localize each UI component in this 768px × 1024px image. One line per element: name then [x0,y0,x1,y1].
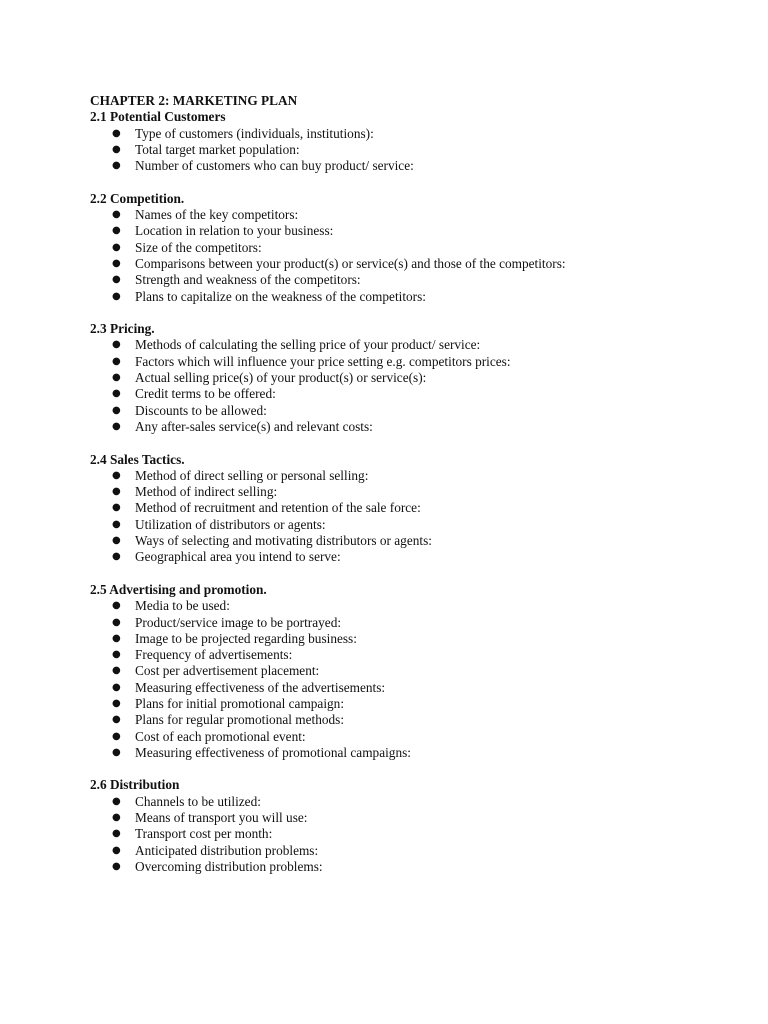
bullet-icon: ● [112,600,121,612]
bullet-icon: ● [112,274,121,286]
bullet-icon: ● [112,730,121,742]
bullet-icon: ● [112,681,121,693]
list-item-text: Geographical area you intend to serve: [135,549,341,565]
list-item [90,354,730,370]
bullet-icon: ● [112,404,121,416]
list-item [90,631,730,647]
list-item [90,843,730,859]
list-item-text: Plans to capitalize on the weakness of the competitors: [135,288,426,304]
bullet-list [90,598,730,761]
bullet-icon: ● [112,860,121,872]
bullet-icon: ● [112,665,121,677]
list-item [90,386,730,402]
list-item [90,403,730,419]
list-item [90,859,730,875]
bullet-icon: ● [112,290,121,302]
list-item-text: Measuring effectiveness of the advertisements: [135,679,386,695]
list-item-text: Method of direct selling or personal selling: [135,467,369,483]
bullet-icon: ● [112,746,121,758]
list-item-text: Cost per advertisement placement: [135,663,320,679]
list-item [90,370,730,386]
bullet-icon: ● [112,812,121,824]
bullet-list [90,337,730,435]
bullet-icon: ● [112,143,121,155]
list-item-text: Plans for regular promotional methods: [135,712,345,728]
bullet-icon: ● [112,502,121,514]
section [90,582,730,761]
list-item-text: Strength and weakness of the competitors: [135,272,361,288]
chapter-title-text: CHAPTER 2: MARKETING PLAN [90,93,298,108]
bullet-icon: ● [112,844,121,856]
list-item-text: Discounts to be allowed: [135,402,267,418]
list-item [90,598,730,614]
list-item [90,256,730,272]
list-item [90,826,730,842]
list-item [90,615,730,631]
list-item [90,729,730,745]
bullet-list [90,794,730,875]
list-item [90,126,730,142]
list-item-text: Total target market population: [135,141,300,157]
section [90,321,730,435]
bullet-icon: ● [112,209,121,221]
list-item-text: Actual selling price(s) of your product(s) or service(s): [135,370,427,386]
bullet-icon: ● [112,551,121,563]
list-item-text: Frequency of advertisements: [135,647,293,663]
list-item-text: Factors which will influence your price setting e.g. competitors prices: [135,353,511,369]
list-item-text: Location in relation to your business: [135,223,334,239]
list-item [90,810,730,826]
list-item [90,240,730,256]
list-item-text: Size of the competitors: [135,239,262,255]
list-item-text: Any after-sales service(s) and relevant costs: [135,418,373,434]
bullet-icon: ● [112,355,121,367]
list-item [90,142,730,158]
list-item-text: Channels to be utilized: [135,793,261,809]
list-item [90,794,730,810]
bullet-icon: ● [112,388,121,400]
section-heading: 2.5 Advertising and promotion. [90,581,267,597]
list-item-text: Number of customers who can buy product/ service: [135,158,414,174]
list-item [90,647,730,663]
list-item-text: Transport cost per month: [135,826,273,842]
list-item [90,533,730,549]
list-item [90,663,730,679]
bullet-icon: ● [112,616,121,628]
section [90,452,730,566]
list-item [90,712,730,728]
bullet-icon: ● [112,486,121,498]
list-item [90,468,730,484]
bullet-list [90,126,730,175]
sections-container [90,109,730,875]
list-item [90,549,730,565]
bullet-list [90,207,730,305]
bullet-icon: ● [112,225,121,237]
bullet-icon: ● [112,372,121,384]
list-item-text: Measuring effectiveness of promotional campaigns: [135,744,411,760]
list-item [90,207,730,223]
list-item [90,337,730,353]
bullet-icon: ● [112,420,121,432]
list-item-text: Product/service image to be portrayed: [135,614,342,630]
list-item-text: Method of recruitment and retention of the sale force: [135,500,421,516]
list-item [90,223,730,239]
list-item [90,272,730,288]
list-item-text: Type of customers (individuals, institutions): [135,125,374,141]
bullet-icon: ● [112,469,121,481]
list-item-text: Methods of calculating the selling price of your product/ service: [135,337,481,353]
list-item [90,419,730,435]
bullet-icon: ● [112,257,121,269]
list-item [90,158,730,174]
bullet-icon: ● [112,828,121,840]
bullet-icon: ● [112,241,121,253]
list-item [90,484,730,500]
list-item-text: Anticipated distribution problems: [135,842,319,858]
bullet-icon: ● [112,339,121,351]
bullet-icon: ● [112,649,121,661]
list-item-text: Means of transport you will use: [135,810,308,826]
list-item [90,745,730,761]
bullet-icon: ● [112,127,121,139]
list-item-text: Media to be used: [135,598,230,614]
list-item-text: Image to be projected regarding business: [135,630,357,646]
bullet-icon: ● [112,697,121,709]
section [90,109,730,174]
section-heading: 2.3 Pricing. [90,321,155,337]
chapter-title [90,93,730,109]
list-item-text: Credit terms to be offered: [135,386,276,402]
bullet-icon: ● [112,535,121,547]
list-item [90,289,730,305]
bullet-icon: ● [112,160,121,172]
bullet-icon: ● [112,632,121,644]
list-item-text: Comparisons between your product(s) or service(s) and those of the competitors: [135,255,566,271]
bullet-icon: ● [112,795,121,807]
list-item [90,517,730,533]
list-item-text: Overcoming distribution problems: [135,858,323,874]
section-heading: 2.4 Sales Tactics. [90,451,185,467]
list-item-text: Names of the key competitors: [135,207,299,223]
bullet-icon: ● [112,714,121,726]
bullet-icon: ● [112,518,121,530]
document-content [90,93,730,892]
list-item-text: Ways of selecting and motivating distributors or agents: [135,533,432,549]
bullet-list [90,468,730,566]
section-heading: 2.2 Competition. [90,190,185,206]
list-item [90,500,730,516]
list-item-text: Cost of each promotional event: [135,728,306,744]
list-item [90,696,730,712]
list-item [90,680,730,696]
list-item-text: Plans for initial promotional campaign: [135,695,345,711]
list-item-text: Utilization of distributors or agents: [135,516,326,532]
section [90,191,730,305]
section [90,777,730,875]
section-heading: 2.6 Distribution [90,777,180,793]
section-heading: 2.1 Potential Customers [90,109,226,125]
list-item-text: Method of indirect selling: [135,484,278,500]
